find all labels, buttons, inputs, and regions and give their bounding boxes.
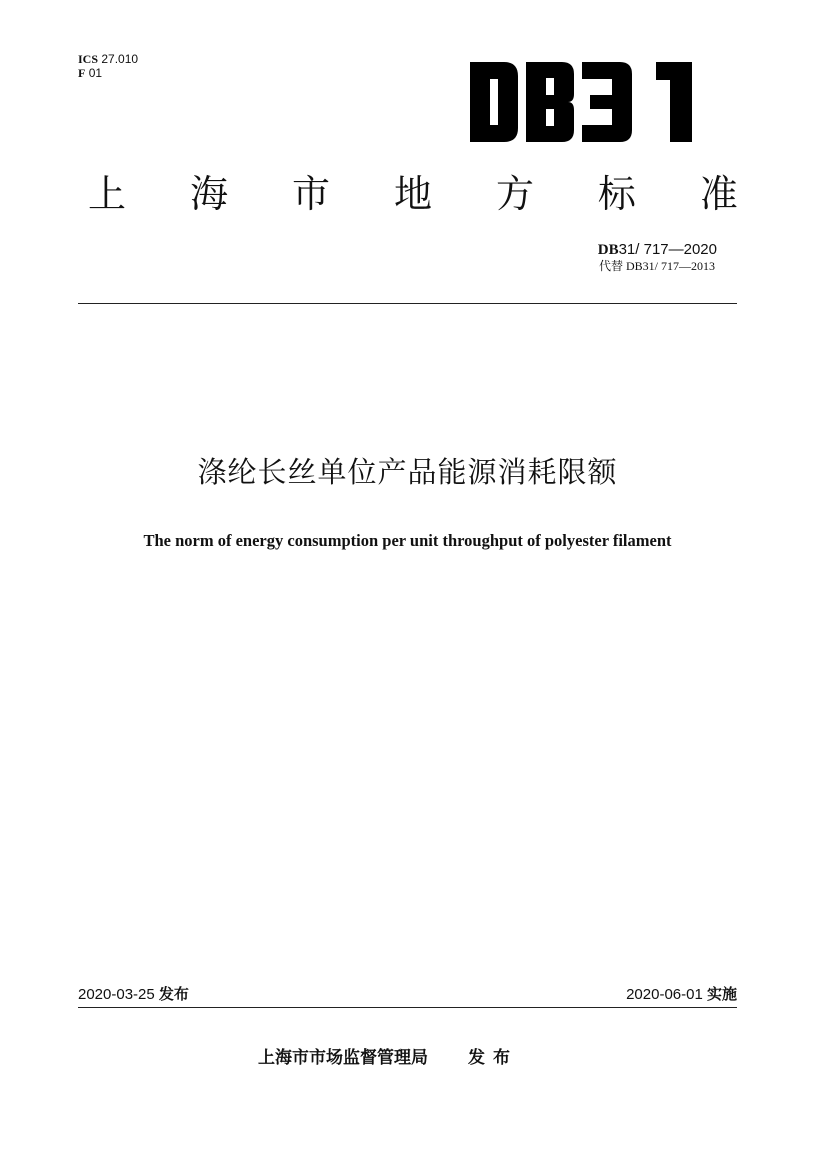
standard-type-char: 标 — [597, 172, 636, 216]
title-chinese: 涤纶长丝单位产品能源消耗限额 — [197, 455, 618, 489]
implement-date: 2020-06-01 — [626, 986, 703, 1003]
standard-number-prefix: DB — [597, 242, 619, 258]
standard-type-char: 市 — [291, 172, 330, 216]
ics-code — [78, 52, 138, 66]
implement-label: 实施 — [706, 985, 737, 1003]
classification-codes — [78, 52, 138, 80]
standard-type-char: 地 — [393, 172, 432, 216]
issuer-name: 上海市市场监督管理局 — [258, 1048, 428, 1068]
ccs-value: 01 — [88, 66, 103, 80]
header-divider — [78, 303, 737, 304]
issuing-authority — [258, 1047, 518, 1069]
standard-type-heading — [88, 170, 738, 218]
standard-number-value: 31/ 717—2020 — [618, 241, 717, 258]
publish-date-line — [78, 985, 189, 1004]
standard-type-char: 海 — [189, 172, 228, 216]
ics-value: 27.010 — [101, 52, 139, 66]
ccs-code — [78, 66, 138, 80]
db31-logo — [470, 62, 692, 142]
publish-date: 2020-03-25 — [78, 986, 155, 1003]
logo-letter-b — [526, 62, 574, 142]
ics-label: ICS — [78, 52, 99, 66]
logo-letter-d — [470, 62, 518, 142]
standard-type-char: 上 — [88, 172, 127, 216]
footer-divider — [78, 1007, 737, 1008]
logo-digit-3 — [582, 62, 632, 142]
title-english: The norm of energy consumption per unit throughput of polyester filament — [143, 531, 672, 550]
standard-type-char: 方 — [495, 172, 534, 216]
ccs-label: F — [78, 66, 86, 80]
standard-number — [598, 241, 717, 259]
standard-type-char: 准 — [699, 172, 738, 216]
publish-label: 发布 — [158, 985, 189, 1003]
logo-digit-1 — [656, 62, 692, 142]
implement-date-line — [626, 985, 737, 1004]
replaces-label: 代替 — [598, 259, 623, 273]
issuer-action: 发布 — [468, 1048, 518, 1068]
replaced-standard — [599, 259, 715, 273]
replaces-number: DB31/ 717—2013 — [625, 259, 715, 273]
